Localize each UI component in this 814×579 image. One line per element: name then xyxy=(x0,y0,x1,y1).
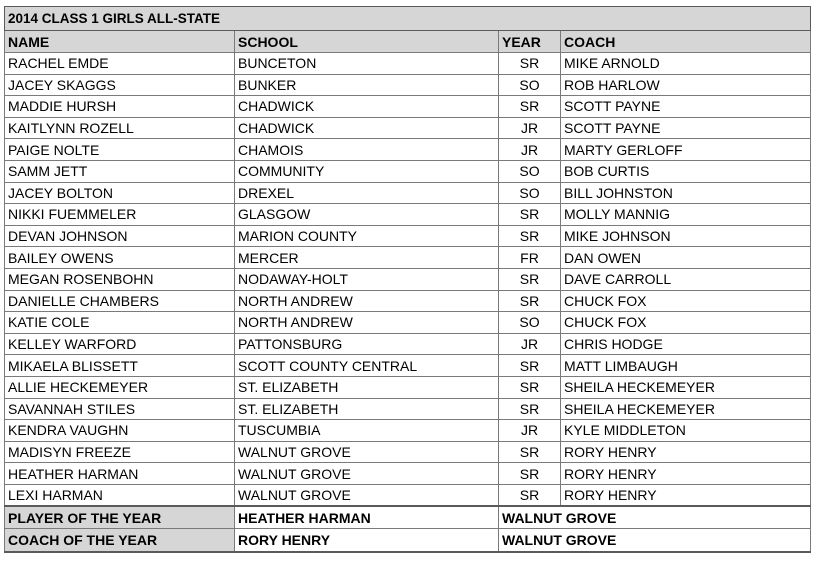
coach-cell: SHEILA HECKEMEYER xyxy=(561,398,811,420)
table-row xyxy=(5,182,811,204)
player-name-cell: MEGAN ROSENBOHN xyxy=(5,268,235,290)
player-name-cell: MADDIE HURSH xyxy=(5,96,235,118)
school-cell: CHAMOIS xyxy=(235,139,499,161)
school-cell: WALNUT GROVE xyxy=(235,484,499,506)
award-label: PLAYER OF THE YEAR xyxy=(5,506,235,529)
coach-cell: ROB HARLOW xyxy=(561,74,811,96)
column-header-coach: COACH xyxy=(561,31,811,53)
table-row xyxy=(5,96,811,118)
coach-cell: CHUCK FOX xyxy=(561,312,811,334)
year-cell: SR xyxy=(499,53,561,75)
player-name-cell: KATIE COLE xyxy=(5,312,235,334)
year-cell: SR xyxy=(499,290,561,312)
year-cell: FR xyxy=(499,247,561,269)
player-name-cell: JACEY SKAGGS xyxy=(5,74,235,96)
year-cell: SR xyxy=(499,376,561,398)
player-name-cell: KELLEY WARFORD xyxy=(5,333,235,355)
player-name-cell: DEVAN JOHNSON xyxy=(5,225,235,247)
school-cell: NORTH ANDREW xyxy=(235,290,499,312)
player-name-cell: ALLIE HECKEMEYER xyxy=(5,376,235,398)
player-name-cell: NIKKI FUEMMELER xyxy=(5,204,235,226)
table-header-row xyxy=(5,31,811,53)
player-name-cell: SAVANNAH STILES xyxy=(5,398,235,420)
school-cell: ST. ELIZABETH xyxy=(235,398,499,420)
player-name-cell: HEATHER HARMAN xyxy=(5,463,235,485)
award-row xyxy=(5,506,811,529)
player-name-cell: BAILEY OWENS xyxy=(5,247,235,269)
coach-cell: MATT LIMBAUGH xyxy=(561,355,811,377)
coach-cell: CHRIS HODGE xyxy=(561,333,811,355)
player-name-cell: SAMM JETT xyxy=(5,160,235,182)
school-cell: PATTONSBURG xyxy=(235,333,499,355)
year-cell: SR xyxy=(499,441,561,463)
coach-cell: DAN OWEN xyxy=(561,247,811,269)
year-cell: SO xyxy=(499,182,561,204)
coach-cell: RORY HENRY xyxy=(561,463,811,485)
coach-cell: SHEILA HECKEMEYER xyxy=(561,376,811,398)
player-name-cell: DANIELLE CHAMBERS xyxy=(5,290,235,312)
school-cell: WALNUT GROVE xyxy=(235,441,499,463)
table-row xyxy=(5,484,811,506)
award-winner-name: RORY HENRY xyxy=(235,529,499,552)
player-name-cell: JACEY BOLTON xyxy=(5,182,235,204)
award-winner-school: WALNUT GROVE xyxy=(499,506,811,529)
table-row xyxy=(5,268,811,290)
coach-cell: MIKE ARNOLD xyxy=(561,53,811,75)
coach-cell: SCOTT PAYNE xyxy=(561,117,811,139)
coach-cell: MOLLY MANNIG xyxy=(561,204,811,226)
table-row xyxy=(5,160,811,182)
year-cell: SR xyxy=(499,355,561,377)
table-row xyxy=(5,204,811,226)
award-winner-school: WALNUT GROVE xyxy=(499,529,811,552)
school-cell: GLASGOW xyxy=(235,204,499,226)
award-row xyxy=(5,529,811,552)
coach-cell: BOB CURTIS xyxy=(561,160,811,182)
coach-cell: BILL JOHNSTON xyxy=(561,182,811,204)
school-cell: SCOTT COUNTY CENTRAL xyxy=(235,355,499,377)
year-cell: JR xyxy=(499,420,561,442)
year-cell: SO xyxy=(499,74,561,96)
year-cell: JR xyxy=(499,333,561,355)
year-cell: SR xyxy=(499,463,561,485)
table-row xyxy=(5,290,811,312)
year-cell: SR xyxy=(499,225,561,247)
table-row xyxy=(5,420,811,442)
table-body xyxy=(5,7,811,552)
school-cell: WALNUT GROVE xyxy=(235,463,499,485)
table-row xyxy=(5,398,811,420)
school-cell: NORTH ANDREW xyxy=(235,312,499,334)
school-cell: MERCER xyxy=(235,247,499,269)
coach-cell: SCOTT PAYNE xyxy=(561,96,811,118)
school-cell: COMMUNITY xyxy=(235,160,499,182)
player-name-cell: PAIGE NOLTE xyxy=(5,139,235,161)
player-name-cell: KAITLYNN ROZELL xyxy=(5,117,235,139)
coach-cell: MIKE JOHNSON xyxy=(561,225,811,247)
table-row xyxy=(5,117,811,139)
table-row xyxy=(5,139,811,161)
year-cell: SR xyxy=(499,96,561,118)
table-row xyxy=(5,225,811,247)
table-row xyxy=(5,247,811,269)
table-row xyxy=(5,441,811,463)
school-cell: BUNKER xyxy=(235,74,499,96)
column-header-year: YEAR xyxy=(499,31,561,53)
award-label: COACH OF THE YEAR xyxy=(5,529,235,552)
coach-cell: KYLE MIDDLETON xyxy=(561,420,811,442)
table-title-row xyxy=(5,7,811,31)
table-row xyxy=(5,355,811,377)
table-row xyxy=(5,333,811,355)
player-name-cell: MIKAELA BLISSETT xyxy=(5,355,235,377)
school-cell: ST. ELIZABETH xyxy=(235,376,499,398)
coach-cell: RORY HENRY xyxy=(561,441,811,463)
coach-cell: MARTY GERLOFF xyxy=(561,139,811,161)
table-row xyxy=(5,53,811,75)
column-header-school: SCHOOL xyxy=(235,31,499,53)
school-cell: BUNCETON xyxy=(235,53,499,75)
coach-cell: RORY HENRY xyxy=(561,484,811,506)
player-name-cell: KENDRA VAUGHN xyxy=(5,420,235,442)
coach-cell: DAVE CARROLL xyxy=(561,268,811,290)
school-cell: MARION COUNTY xyxy=(235,225,499,247)
year-cell: SO xyxy=(499,160,561,182)
table-row xyxy=(5,463,811,485)
year-cell: SR xyxy=(499,484,561,506)
year-cell: SR xyxy=(499,398,561,420)
award-winner-name: HEATHER HARMAN xyxy=(235,506,499,529)
school-cell: CHADWICK xyxy=(235,117,499,139)
school-cell: NODAWAY-HOLT xyxy=(235,268,499,290)
year-cell: SO xyxy=(499,312,561,334)
year-cell: JR xyxy=(499,117,561,139)
column-header-name: NAME xyxy=(5,31,235,53)
all-state-table xyxy=(4,6,811,553)
school-cell: DREXEL xyxy=(235,182,499,204)
all-state-table-container xyxy=(4,6,810,553)
table-row xyxy=(5,376,811,398)
school-cell: CHADWICK xyxy=(235,96,499,118)
table-row xyxy=(5,74,811,96)
year-cell: SR xyxy=(499,204,561,226)
player-name-cell: LEXI HARMAN xyxy=(5,484,235,506)
player-name-cell: MADISYN FREEZE xyxy=(5,441,235,463)
table-title: 2014 CLASS 1 GIRLS ALL-STATE xyxy=(5,7,811,31)
player-name-cell: RACHEL EMDE xyxy=(5,53,235,75)
coach-cell: CHUCK FOX xyxy=(561,290,811,312)
table-row xyxy=(5,312,811,334)
school-cell: TUSCUMBIA xyxy=(235,420,499,442)
year-cell: JR xyxy=(499,139,561,161)
year-cell: SR xyxy=(499,268,561,290)
